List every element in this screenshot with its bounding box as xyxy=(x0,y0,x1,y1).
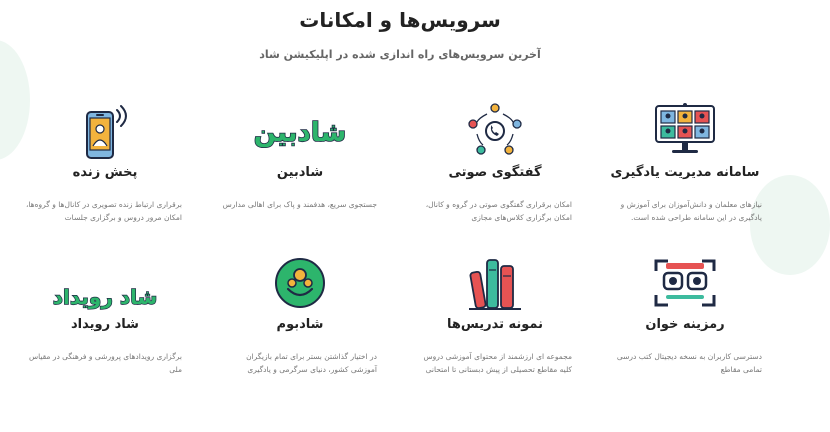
books-icon xyxy=(455,252,535,314)
shadboom-icon xyxy=(260,252,340,314)
video-conference-icon xyxy=(645,100,725,162)
service-title: رمزینه خوان xyxy=(645,317,725,332)
service-card-live[interactable] xyxy=(10,100,200,255)
service-description: برقراری ارتباط زنده تصویری در کانال‌ها و گروه‌ها، امکان مرور دروس و برگزاری جلسات xyxy=(25,200,182,222)
service-card-decoder[interactable] xyxy=(590,252,780,407)
service-title: نمونه تدریس‌ها xyxy=(446,317,544,332)
service-title: سامانه مدیریت یادگیری xyxy=(610,165,760,180)
svg-text:شاد رویداد: شاد رویداد xyxy=(52,285,158,309)
shad-event-logo xyxy=(52,252,158,314)
service-description: در اختیار گذاشتن بستر برای تمام بازیگران آموزشی کشور، دنیای سرگرمی و یادگیری xyxy=(246,352,377,374)
service-description: دسترسی کاربران به نسخه دیجیتال کتب درسی تمامی مقاطع xyxy=(616,352,762,374)
service-description: برگزاری رویدادهای پرورشی و فرهنگی در مقیاس ملی xyxy=(28,352,182,374)
service-title: پخش زنده xyxy=(72,165,138,180)
service-card-lms[interactable] xyxy=(590,100,780,255)
svg-text:شادبین: شادبین xyxy=(253,118,347,148)
service-title: شادبین xyxy=(276,165,324,180)
service-title: شادبوم xyxy=(276,317,324,332)
live-stream-icon xyxy=(65,100,145,162)
page-subtitle: آخرین سرویس‌های راه اندازی شده در اپلیکیشن شاد xyxy=(259,48,541,61)
service-description: امکان برقراری گفتگوی صوتی در گروه و کانال، امکان برگزاری کلاس‌های مجازی xyxy=(425,200,572,222)
service-title: گفتگوی صوتی xyxy=(448,165,542,180)
shadbin-logo xyxy=(253,100,347,162)
service-card-voice[interactable] xyxy=(400,100,590,255)
service-card-shadboom[interactable] xyxy=(205,252,395,407)
service-card-shadbin[interactable] xyxy=(205,100,395,255)
service-title: شاد رویداد xyxy=(71,317,139,332)
service-description: نیازهای معلمان و دانش‌آموزان برای آموزش و یادگیری در این سامانه طراحی شده است. xyxy=(620,200,762,222)
code-scanner-icon xyxy=(645,252,725,314)
service-card-event[interactable] xyxy=(10,252,200,407)
service-description: جستجوی سریع، هدفمند و پاک برای اهالی مدارس xyxy=(222,200,377,209)
service-description: مجموعه ای ارزشمند از محتوای آموزشی دروس کلیه مقاطع تحصیلی از پیش دبستانی تا امتحانی xyxy=(423,352,572,374)
voice-chat-icon xyxy=(455,100,535,162)
page-title: سرویس‌ها و امکانات xyxy=(299,8,501,32)
service-card-samples[interactable] xyxy=(400,252,590,407)
